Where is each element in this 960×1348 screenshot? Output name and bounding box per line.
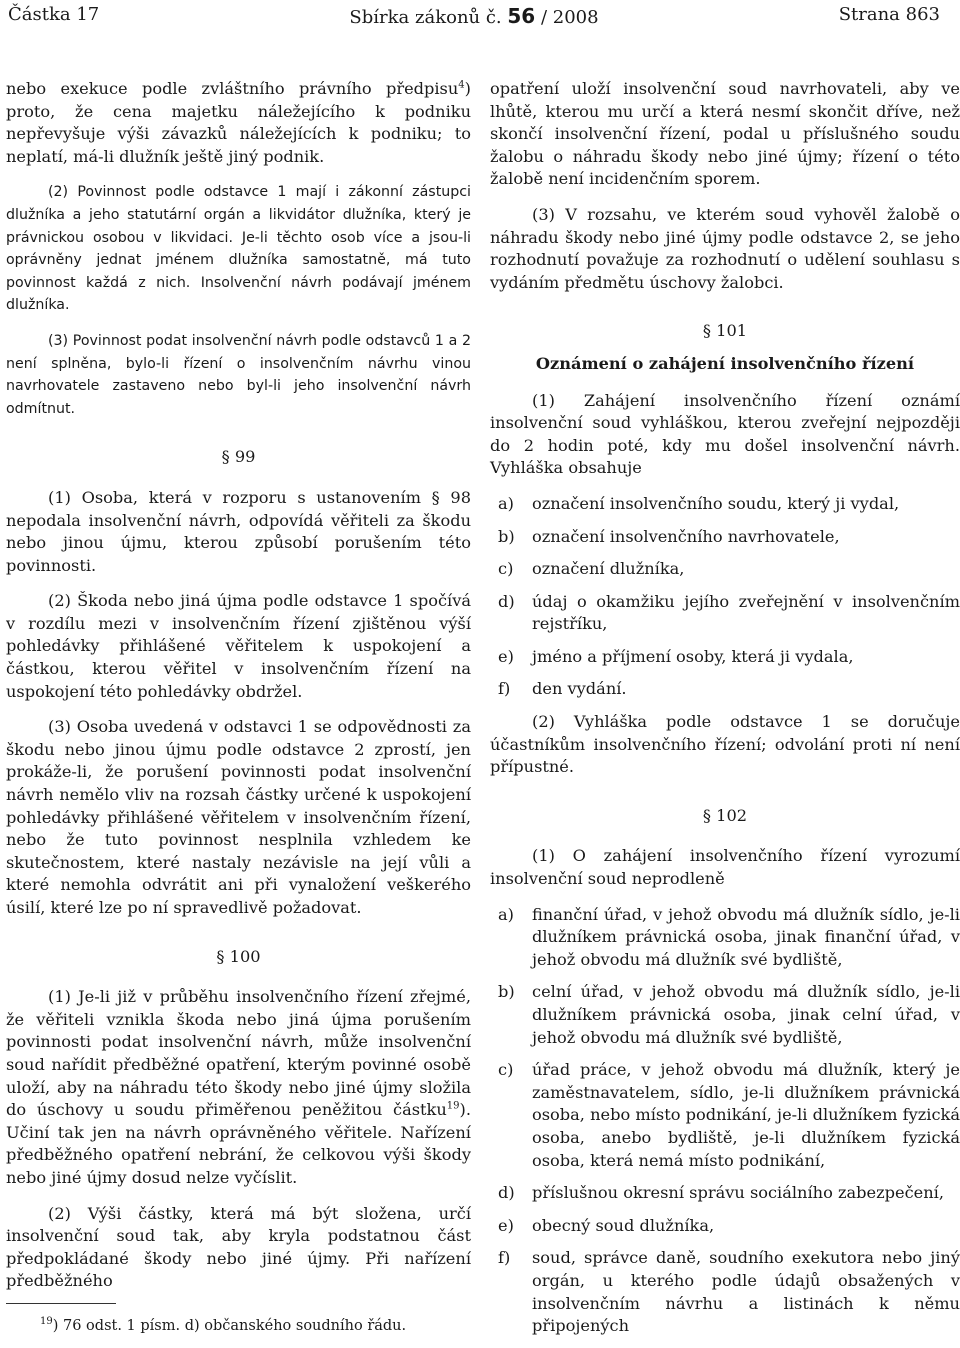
list-item-label: d): [498, 1183, 515, 1203]
list-item-label: b): [498, 982, 515, 1002]
list-item: [490, 646, 960, 669]
list-item-label: f): [498, 679, 511, 699]
list-item-text: označení insolvenčního navrhovatele,: [532, 526, 840, 546]
paragraph: (1) Zahájení insolvenčního řízení oznámí insolvenční soud vyhláškou, kterou zveřejní nejpozději do 2 hodin poté, kdy mu došel insolvenční návrh. Vyhláška obsahuje: [490, 390, 960, 478]
list-item-label: a): [498, 493, 514, 513]
list-item-label: f): [498, 1248, 511, 1268]
list-item: [490, 558, 960, 581]
section-heading: § 102: [702, 805, 748, 825]
list-item-label: e): [498, 646, 514, 666]
paragraph: (1) Osoba, která v rozporu s ustanovením § 98 nepodala insolvenční návrh, odpovídá věřiteli za škodu nebo jinou újmu, kterou způsobí porušením této povinnosti.: [6, 487, 471, 575]
list-item-text: soud, správce daně, soudního exekutora nebo jiný orgán, u kterého podle údajů obsažených v insolvenčním návrhu a listinách k němu připojených: [532, 1248, 960, 1336]
enumerated-list: [490, 904, 960, 1338]
list-item-text: příslušnou okresní správu sociálního zabezpečení,: [532, 1183, 944, 1203]
list-item: [490, 678, 960, 701]
journal-number: 56: [507, 4, 536, 28]
paragraph: (2) Výši částky, která má být složena, určí insolvenční soud tak, aby kryla podstatnou část předpokládané škody nebo jiné újmy. Při nařízení předběžného: [6, 1203, 471, 1291]
footnote-number: 19: [40, 1316, 53, 1328]
list-item: [490, 1247, 960, 1337]
list-item-text: jméno a příjmení osoby, která ji vydala,: [532, 646, 854, 666]
list-item-text: finanční úřad, v jehož obvodu má dlužník sídlo, je-li dlužníkem právnická osoba, jinak finanční úřad, v jehož obvodu má dlužník své bydliště,: [532, 904, 960, 969]
paragraph: (3) Osoba uvedená v odstavci 1 se odpovědnosti za škodu nebo jinou újmu podle odstavce 2 zprostí, jen prokáže-li, že porušení povinnosti podat insolvenční návrh nemělo vliv na rozsah částky určené k uspokojení pohledávky přihlášené věřitelem v insolvenčním řízení, nebo že tuto povinnost nesplnila vzhledem ke skutečnostem, které nastaly nezávisle na její vůli a které nemohla odvrátit ani při vynaložení veškerého úsilí, které lze po ní spravedlivě požadovat.: [6, 717, 471, 917]
paragraph: [6, 78, 471, 168]
list-item: [490, 1182, 960, 1205]
header-page: Strana 863: [838, 4, 940, 25]
header-part: Částka 17: [8, 4, 100, 25]
paragraph-text: ). Učiní tak jen na návrh oprávněného věřitele. Nařízení předběžného opatření nebrání, že celkovou výši škody nebo jiné újmy dosud nelze vyčíslit.: [6, 1100, 471, 1187]
list-item-text: označení insolvenčního soudu, který ji vydal,: [532, 493, 900, 513]
list-item-label: d): [498, 591, 515, 611]
list-item-text: údaj o okamžiku jejího zveřejnění v insolvenčním rejstříku,: [532, 591, 960, 634]
section-heading: § 100: [216, 946, 261, 966]
list-item: [490, 1215, 960, 1238]
list-item-label: c): [498, 1060, 514, 1080]
paragraph: (2) Škoda nebo jiná újma podle odstavce 1 spočívá v rozdílu mezi v insolvenčním řízení zjištěnou výší pohledávky přihlášené věřitelem k uspokojení a částkou, kterou věřitel v insolvenčním řízení na uspokojení této pohledávky obdržel.: [6, 591, 471, 701]
paragraph: [6, 986, 471, 1189]
left-column: [6, 78, 471, 1306]
paragraph-text: nebo exekuce podle zvláštního právního předpisu: [6, 79, 459, 98]
footnote: [40, 1318, 406, 1334]
list-item: [490, 981, 960, 1049]
list-item-text: celní úřad, v jehož obvodu má dlužník sídlo, je-li dlužníkem právnická osoba, jinak celní úřad, v jehož obvodu má dlužník své bydliště,: [532, 982, 960, 1047]
right-column: [490, 78, 960, 1348]
footnote-ref: 4: [458, 79, 465, 91]
page-header: [8, 4, 940, 28]
paragraph: (3) V rozsahu, ve kterém soud vyhověl žalobě o náhradu škody nebo jiné újmy podle odstavce 2, se jeho rozhodnutí považuje za rozhodnutí o udělení souhlasu s vydáním předmětu úschovy žalobci.: [490, 204, 960, 292]
list-item-label: e): [498, 1215, 514, 1235]
paragraph: (2) Povinnost podle odstavce 1 mají i zákonní zástupci dlužníka a jeho statutární orgán a likvidátor dlužníka, který je právnickou osobou v likvidaci. Je-li těchto osob více a jsou-li oprávněny jednat jménem dlužníka samostatně, má tuto povinnost každá z nich. Insolvenční návrh podávají jménem dlužníka.: [6, 184, 471, 314]
footnote-ref: 19: [446, 1100, 460, 1112]
paragraph-text: (1) Je-li již v průběhu insolvenčního řízení zřejmé, že věřiteli vznikla škoda nebo jiná újma porušením povinnosti podat insolvenční návrh, může insolvenční soud nařídit předběžné opatření, kterým povinné osobě uloží, aby na náhradu této škody nebo jiné újmy složila do úschovy u soudu přiměřenou peněžitou částku: [6, 987, 471, 1120]
enumerated-list: [490, 493, 960, 701]
header-journal: [8, 4, 940, 28]
footnote-text: ) 76 odst. 1 písm. d) občanského soudního řádu.: [52, 1318, 407, 1334]
list-item-text: úřad práce, v jehož obvodu má dlužník, který je zaměstnavatelem, sídlo, je-li dlužníkem právnická osoba, nebo místo podnikání, je-li dlužníkem fyzická osoba, anebo bydliště, je-li dlužníkem fyzická osoba, která nemá místo podnikání,: [532, 1060, 960, 1170]
list-item: [490, 904, 960, 972]
footnote-rule: [6, 1303, 116, 1304]
list-item: [490, 526, 960, 549]
paragraph: (2) Vyhláška podle odstavce 1 se doručuje účastníkům insolvenčního řízení; odvolání proti ní není přípustné.: [490, 712, 960, 777]
journal-year: / 2008: [540, 7, 599, 28]
paragraph: (1) O zahájení insolvenčního řízení vyrozumí insolvenční soud neprodleně: [490, 846, 960, 889]
list-item-label: c): [498, 559, 514, 579]
section-heading: § 99: [221, 447, 256, 467]
list-item: [490, 493, 960, 516]
paragraph-text: ) proto, že cena majetku náležejícího k podniku nepřevyšuje výši závazků náležejících k podniku; to neplatí, má-li dlužník ještě jiný podnik.: [6, 79, 471, 166]
section-title: Oznámení o zahájení insolvenčního řízení: [535, 353, 915, 373]
paragraph: (3) Povinnost podat insolvenční návrh podle odstavců 1 a 2 není splněna, bylo-li řízení o insolvenčním návrhu vinou navrhovatele zastaveno nebo byl-li jeho insolvenční návrh odmítnut.: [6, 332, 471, 417]
list-item-label: a): [498, 904, 514, 924]
section-heading: § 101: [702, 321, 748, 341]
list-item-text: označení dlužníka,: [532, 559, 685, 579]
list-item: [490, 591, 960, 636]
list-item: [490, 1059, 960, 1172]
list-item-label: b): [498, 526, 515, 546]
list-item-text: obecný soud dlužníka,: [532, 1215, 715, 1235]
paragraph: opatření uloží insolvenční soud navrhovateli, aby ve lhůtě, kterou mu určí a která nesmí skončit dříve, než skončí insolvenční řízení, podal u příslušného soudu žalobu o náhradu škody nebo jiné újmy; řízení o této žalobě není incidenčním sporem.: [490, 79, 960, 189]
list-item-text: den vydání.: [532, 679, 627, 699]
journal-name: Sbírka zákonů č.: [349, 7, 502, 28]
